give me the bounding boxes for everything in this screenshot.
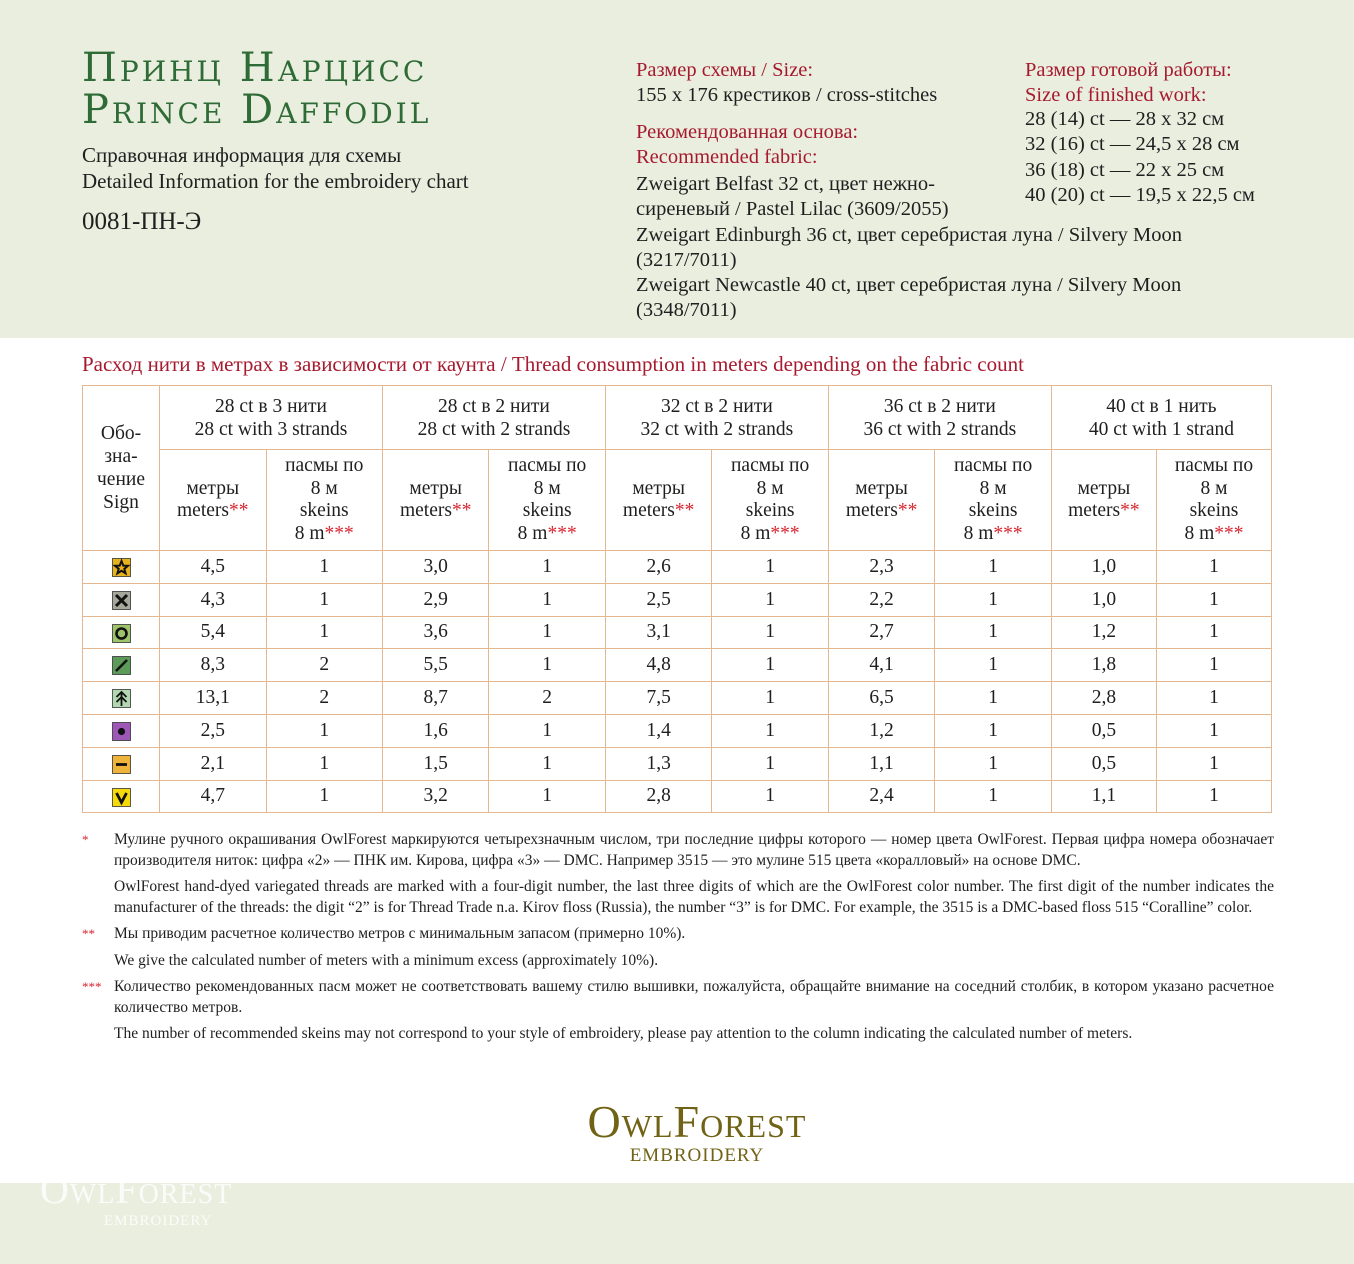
meters-cell: 4,8 [605,649,712,682]
skeins-cell: 1 [935,714,1051,747]
meters-cell: 1,2 [828,714,935,747]
table-row [83,551,1272,584]
footnote-mark: * [82,832,89,847]
group-en: 28 ct with 2 strands [417,418,571,440]
footnote [82,924,1274,971]
group-en: 40 ct with 1 strand [1088,418,1234,440]
meters-header [160,450,267,551]
fabric-line: сиреневый / Pastel Lilac (3609/2055) [636,198,949,220]
meters-cell: 2,7 [828,616,935,649]
footnote-mark: *** [82,979,102,994]
meters-cell: 3,0 [382,551,489,584]
sign-header [83,386,160,551]
subtitle-en: Detailed Information for the embroidery chart [82,169,469,193]
meters-cell: 1,1 [1051,780,1156,813]
skeins-cell: 1 [489,649,605,682]
skeins-en-unit: 8 m [294,522,325,544]
meters-en: meters [177,500,229,521]
skeins-cell: 1 [489,616,605,649]
meters-cell: 3,2 [382,780,489,813]
fabric-label-ru: Рекомендованная основа: [636,121,859,143]
meters-cell: 3,6 [382,616,489,649]
footnotes [82,830,1274,1045]
meters-header [382,450,489,551]
skeins-cell: 1 [266,551,382,584]
skeins-en: skeins [1189,500,1239,521]
sign-header-line: Обо- [100,423,142,444]
meters-cell: 6,5 [828,682,935,715]
skeins-note-mark: *** [1214,522,1244,544]
cross-sign-icon [83,583,160,616]
fabric-line: Zweigart Edinburgh 36 ct, цвет серебристая луна / Silvery Moon [636,224,1183,246]
dash-sign-icon [83,747,160,780]
skeins-cell: 1 [712,682,828,715]
group-en: 28 ct with 3 strands [194,418,348,440]
finished-size: 28 (14) ct — 28 х 32 см [1025,108,1225,130]
group-header [382,386,605,450]
skeins-header [489,450,605,551]
footnote [82,977,1274,1045]
skeins-ru: пасмы по [508,455,587,476]
meters-cell: 2,8 [605,780,712,813]
skeins-cell: 1 [1156,583,1271,616]
skeins-cell: 1 [935,747,1051,780]
meters-ru: метры [186,477,240,499]
meters-cell: 8,7 [382,682,489,715]
table-row [83,649,1272,682]
skeins-cell: 1 [1156,649,1271,682]
fabric-line: (3217/7011) [636,249,737,271]
skeins-cell: 1 [712,780,828,813]
thread-table [82,385,1272,813]
meters-cell: 5,5 [382,649,489,682]
skeins-en-unit: 8 m [517,522,548,544]
title-en: Prince Daffodil [82,87,432,133]
group-header [605,386,828,450]
meters-note-mark: ** [1120,500,1140,521]
meters-cell: 2,5 [605,583,712,616]
skeins-cell: 1 [1156,682,1271,715]
skeins-en: skeins [745,500,795,521]
meters-cell: 1,2 [1051,616,1156,649]
skeins-cell: 1 [712,747,828,780]
skeins-cell: 1 [935,780,1051,813]
skeins-cell: 1 [266,583,382,616]
group-header [1051,386,1271,450]
meters-cell: 2,3 [828,551,935,584]
group-ru: 28 ct в 2 нити [438,395,550,417]
skeins-cell: 1 [489,714,605,747]
meters-cell: 1,8 [1051,649,1156,682]
skeins-ru: пасмы по [285,455,364,476]
meters-note-mark: ** [897,500,918,521]
skeins-cell: 1 [712,714,828,747]
skeins-header [935,450,1051,551]
meters-cell: 0,5 [1051,747,1156,780]
skeins-cell: 1 [489,780,605,813]
skeins-cell: 1 [935,616,1051,649]
subtitle-ru: Справочная информация для схемы [82,143,402,167]
finished-label-en: Size of finished work: [1025,84,1207,106]
meters-cell: 4,5 [160,551,267,584]
meters-cell: 1,3 [605,747,712,780]
meters-cell: 5,4 [160,616,267,649]
skeins-ru-unit: 8 м [533,477,561,499]
skeins-ru: пасмы по [1174,455,1254,476]
meters-cell: 4,3 [160,583,267,616]
fabric-line: Zweigart Newcastle 40 ct, цвет серебристая луна / Silvery Moon [636,274,1182,296]
skeins-cell: 2 [266,649,382,682]
meters-cell: 1,0 [1051,551,1156,584]
skeins-en-unit: 8 m [1184,522,1215,544]
skeins-cell: 2 [266,682,382,715]
skeins-cell: 1 [1156,616,1271,649]
skeins-cell: 1 [1156,747,1271,780]
table-row [83,714,1272,747]
skeins-header [1156,450,1271,551]
skeins-cell: 1 [935,551,1051,584]
skeins-en: skeins [299,500,349,521]
group-header [160,386,383,450]
skeins-cell: 1 [712,649,828,682]
skeins-ru-unit: 8 м [310,477,338,499]
meters-cell: 2,2 [828,583,935,616]
meters-cell: 4,7 [160,780,267,813]
circle-sign-icon [83,616,160,649]
group-en: 32 ct with 2 strands [640,418,794,440]
table-title: Расход нити в метрах в зависимости от каунта / Thread consumption in meters depending on the fabric count [82,352,1024,376]
meters-header [1051,450,1156,551]
logo-main: OwlForest [587,1096,807,1147]
skeins-ru-unit: 8 м [756,477,784,499]
footnote-en: The number of recommended skeins may not correspond to your style of embroidery, please pay attention to the column indicating the calculated number of meters. [114,1025,1133,1042]
sign-header-line: зна- [104,446,138,467]
meters-cell: 2,1 [160,747,267,780]
meters-cell: 1,5 [382,747,489,780]
skeins-cell: 1 [935,583,1051,616]
size-value: 155 х 176 крестиков / cross-stitches [636,84,938,106]
skeins-note-mark: *** [324,522,354,544]
meters-en: meters [845,500,898,521]
skeins-note-mark: *** [770,522,800,544]
watermark-sub: EMBROIDERY [104,1213,213,1229]
skeins-cell: 1 [935,649,1051,682]
table-row [83,747,1272,780]
skeins-cell: 1 [489,551,605,584]
group-ru: 32 ct в 2 нити [660,395,773,417]
logo-sub: EMBROIDERY [629,1145,765,1166]
skeins-cell: 1 [266,714,382,747]
slash-sign-icon [83,649,160,682]
meters-cell: 2,9 [382,583,489,616]
group-ru: 40 ct в 1 нить [1106,395,1217,417]
skeins-cell: 2 [489,682,605,715]
footnote-mark: ** [82,926,95,941]
watermark [40,1168,232,1230]
skeins-cell: 1 [712,616,828,649]
group-ru: 28 ct в 3 нити [215,395,327,417]
watermark-main: OwlForest [40,1167,233,1212]
meters-cell: 1,4 [605,714,712,747]
fabric-label-en: Recommended fabric: [636,146,818,168]
meters-note-mark: ** [674,500,695,521]
sign-header-line: Sign [103,492,139,513]
skeins-cell: 1 [1156,714,1271,747]
skeins-header [712,450,828,551]
size-label: Размер схемы / Size: [636,59,814,81]
skeins-cell: 1 [712,551,828,584]
sign-header-line: чение [97,469,145,490]
group-en: 36 ct with 2 strands [863,418,1017,440]
skeins-ru: пасмы по [731,455,810,476]
meters-cell: 7,5 [605,682,712,715]
meters-cell: 8,3 [160,649,267,682]
chart-code: 0081-ПН-Э [82,208,202,235]
meters-cell: 1,1 [828,747,935,780]
skeins-ru-unit: 8 м [979,477,1007,499]
meters-note-mark: ** [451,500,472,521]
star-sign-icon [83,551,160,584]
footnote [82,830,1274,918]
skeins-cell: 1 [1156,780,1271,813]
meters-cell: 0,5 [1051,714,1156,747]
meters-cell: 1,6 [382,714,489,747]
arrows-sign-icon [83,682,160,715]
footnote-en: OwlForest hand-dyed variegated threads are marked with a four-digit number, the last three digits of which are the OwlForest color number. The first digit of the number indicates the manufacturer of the threads: the digit “2” is for Thread Trade n.a. Kirov floss (Russia), the number “3” is for DMC. For example, the 3515 is a DMC-based floss 515 “Coralline” color. [114,878,1274,916]
dot-sign-icon [83,714,160,747]
table-row [83,682,1272,715]
footnote-ru: Количество рекомендованных пасм может не соответствовать вашему стилю вышивки, пожалуйста, обращайте внимание на соседний столбик, в котором указано расчетное количество метров. [114,978,1274,1016]
footnote-en: We give the calculated number of meters with a minimum excess (approximately 10%). [114,951,659,969]
skeins-cell: 1 [712,583,828,616]
group-header [828,386,1051,450]
meters-cell: 2,8 [1051,682,1156,715]
meters-en: meters [622,500,675,521]
skeins-cell: 1 [489,747,605,780]
skeins-en-unit: 8 m [740,522,771,544]
table-row [83,616,1272,649]
meters-cell: 2,4 [828,780,935,813]
skeins-ru-unit: 8 м [1200,477,1228,499]
meters-header [605,450,712,551]
meters-ru: метры [632,477,685,499]
skeins-en-unit: 8 m [963,522,994,544]
meters-cell: 2,5 [160,714,267,747]
skeins-cell: 1 [1156,551,1271,584]
footnote-ru: Мулине ручного окрашивания OwlForest маркируются четырехзначным числом, три последние цифры которого — номер цвета OwlForest. Первая цифра номера обозначает производителя ниток: цифра «2» — ПНК им. Кирова, цифра «3» — DMC. Например 3515 — это мулине 515 цвета «коралловый» на основе DMC. [114,831,1274,869]
finished-label-ru: Размер готовой работы: [1025,59,1232,81]
meters-en: meters [399,500,452,521]
meters-ru: метры [1077,477,1131,499]
meters-cell: 3,1 [605,616,712,649]
skeins-ru: пасмы по [953,455,1033,476]
skeins-en: skeins [968,500,1018,521]
meters-cell: 1,0 [1051,583,1156,616]
finished-size: 40 (20) ct — 19,5 х 22,5 см [1025,184,1255,206]
finished-size: 36 (18) ct — 22 х 25 см [1025,159,1225,181]
skeins-note-mark: *** [993,522,1023,544]
skeins-cell: 1 [935,682,1051,715]
meters-cell: 13,1 [160,682,267,715]
footnote-ru: Мы приводим расчетное количество метров с минимальным запасом (примерно 10%). [114,925,686,942]
meters-en: meters [1068,500,1121,521]
owlforest-logo [560,1097,834,1167]
meters-cell: 4,1 [828,649,935,682]
finished-size: 32 (16) ct — 24,5 х 28 см [1025,133,1240,155]
skeins-note-mark: *** [547,522,577,544]
meters-ru: метры [855,477,908,499]
skeins-cell: 1 [266,780,382,813]
fabric-line: Zweigart Belfast 32 ct, цвет нежно- [636,173,935,195]
table-row [83,780,1272,813]
skeins-cell: 1 [266,616,382,649]
title-ru: Принц Нарцисс [82,45,428,91]
skeins-cell: 1 [266,747,382,780]
meters-cell: 2,6 [605,551,712,584]
meters-note-mark: ** [228,500,249,521]
meters-header [828,450,935,551]
group-ru: 36 ct в 2 нити [883,395,996,417]
skeins-header [266,450,382,551]
table-row [83,583,1272,616]
skeins-en: skeins [522,500,572,521]
check-sign-icon [83,780,160,813]
skeins-cell: 1 [489,583,605,616]
meters-ru: метры [409,477,462,499]
fabric-line: (3348/7011) [636,299,737,321]
